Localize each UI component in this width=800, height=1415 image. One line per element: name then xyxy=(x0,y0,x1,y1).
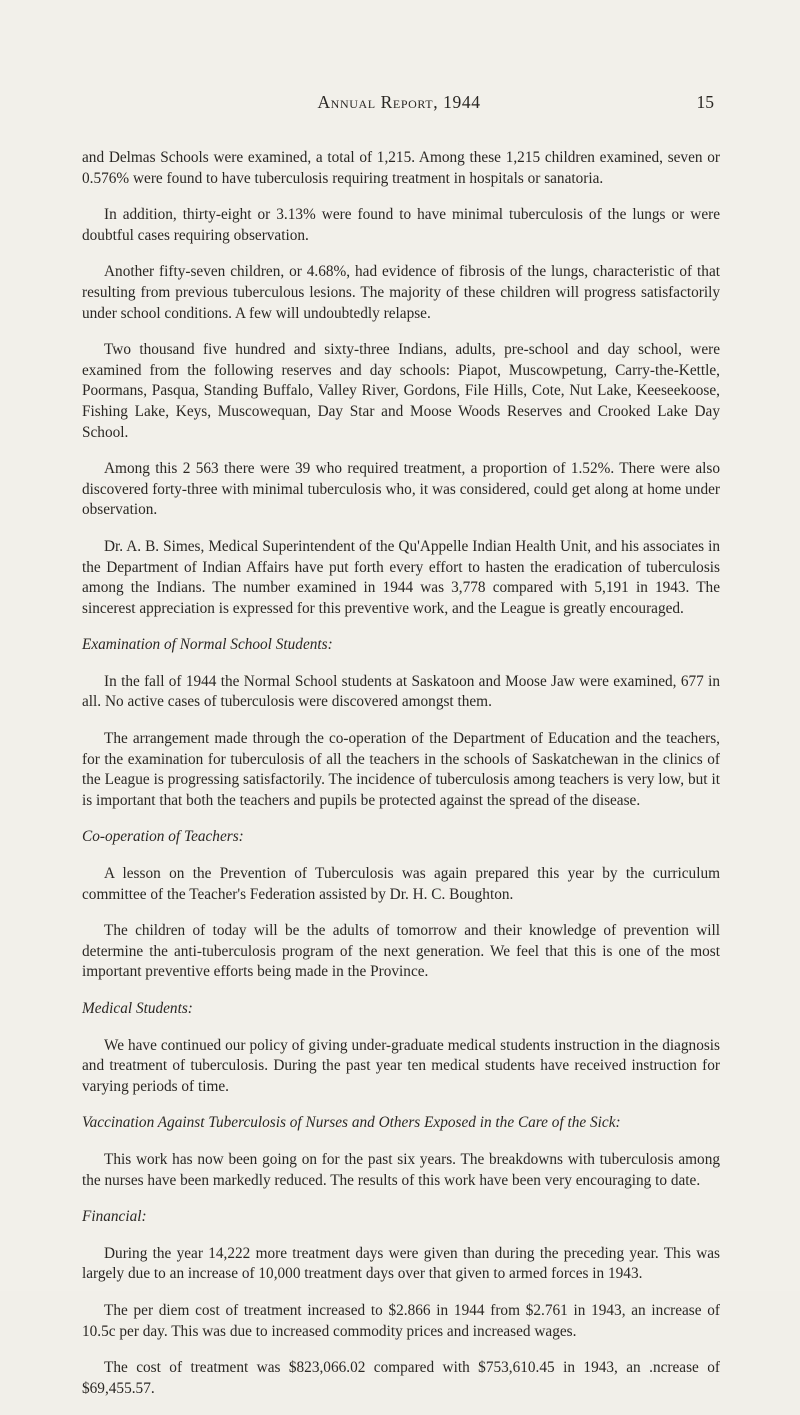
section-heading-financial: Financial: xyxy=(82,1208,147,1226)
section-heading-teachers: Co-operation of Teachers: xyxy=(82,828,244,846)
running-head: Annual Report, 1944 xyxy=(317,92,481,112)
paragraph-fibrosis: Another fifty-seven children, or 4.68%, had evidence of fibrosis of the lungs, characteristic of that resulting from previous tuberculous lesions. The majority of these children will progress satisfactorily under school conditions. A few will undoubtedly relapse. xyxy=(82,263,720,322)
page-header xyxy=(84,92,714,118)
paragraph-cost-of-treatment: The cost of treatment was $823,066.02 compared with $753,610.45 in 1943, an .ncrease of $69,455.57. xyxy=(82,1359,720,1397)
paragraph-medical-students: We have continued our policy of giving under-graduate medical students instruction in the diagnosis and treatment of tuberculosis. During the past year ten medical students have received instruction for varying periods of time. xyxy=(82,1036,720,1095)
paragraph-minimal-tuberculosis: In addition, thirty-eight or 3.13% were found to have minimal tuberculosis of the lungs or were doubtful cases requiring observation. xyxy=(82,206,720,244)
paragraph-indian-treatment: Among this 2 563 there were 39 who required treatment, a proportion of 1.52%. There were also discovered forty-three with minimal tuberculosis who, it was considered, could get along at home under observation. xyxy=(82,460,720,519)
paragraph-vaccination: This work has now been going on for the past six years. The breakdowns with tuberculosis among the nurses have been markedly reduced. The results of this work have been very encouraging to date. xyxy=(82,1150,720,1189)
paragraph-indian-reserves: Two thousand five hundred and sixty-three Indians, adults, pre-school and day school, were examined from the following reserves and day schools: Piapot, Muscowpetung, Carry-the-Kettle, Poormans, Pasqua, Standing Buffalo, Valley River, Gordons, File Hills, Cote, Nut Lake, Keeseekoose, Fishing Lake, Keys, Muscowequan, Day Star and Moose Woods Reserves and Crooked Lake Day School. xyxy=(82,341,720,441)
paragraph-treatment-days: During the year 14,222 more treatment days were given than during the preceding year. This was largely due to an increase of 10,000 treatment days over that given to armed forces in 1943. xyxy=(82,1244,720,1283)
section-heading-vaccination: Vaccination Against Tuberculosis of Nurses and Others Exposed in the Care of the Sick: xyxy=(82,1114,621,1132)
paragraph-school-exam-results: and Delmas Schools were examined, a total of 1,215. Among these 1,215 children examined, seven or 0.576% were found to have tuberculosis requiring treatment in hospitals or sanatoria. xyxy=(82,149,720,187)
section-heading-normal-school: Examination of Normal School Students: xyxy=(82,636,333,654)
paragraph-prevention-lesson: A lesson on the Prevention of Tuberculosis was again prepared this year by the curriculum committee of the Teacher's Federation assisted by Dr. H. C. Boughton. xyxy=(82,865,720,903)
paragraph-per-diem-cost: The per diem cost of treatment increased to $2.866 in 1944 from $2.761 in 1943, an increase of 10.5c per day. This was due to increased commodity prices and increased wages. xyxy=(82,1301,720,1340)
paragraph-children-knowledge: The children of today will be the adults of tomorrow and their knowledge of prevention will determine the anti-tuberculosis program of the next generation. We feel that this is one of the most important preventive efforts being made in the Province. xyxy=(82,922,720,981)
page-number: 15 xyxy=(696,92,714,112)
paragraph-normal-school-exam: In the fall of 1944 the Normal School students at Saskatoon and Moose Jaw were examined, 677 in all. No active cases of tuberculosis were discovered amongst them. xyxy=(82,672,720,711)
paragraph-teachers-exam: The arrangement made through the co-operation of the Department of Education and the teachers, for the examination for tuberculosis of all the teachers in the schools of Saskatchewan in the clinics of the League is progressing satisfactorily. The incidence of tuberculosis among teachers is very low, but it is important that both the teachers and pupils be protected against the spread of the disease. xyxy=(82,730,720,809)
body-text xyxy=(82,148,720,1415)
section-heading-medical-students: Medical Students: xyxy=(82,1000,193,1017)
paragraph-indian-health-unit: Dr. A. B. Simes, Medical Superintendent of the Qu'Appelle Indian Health Unit, and his associates in the Department of Indian Affairs have put forth every effort to hasten the eradication of tuberculosis among the Indians. The number examined in 1944 was 3,778 compared with 5,191 in 1943. The sincerest appreciation is expressed for this preventive work, and the League is greatly encouraged. xyxy=(82,537,720,617)
